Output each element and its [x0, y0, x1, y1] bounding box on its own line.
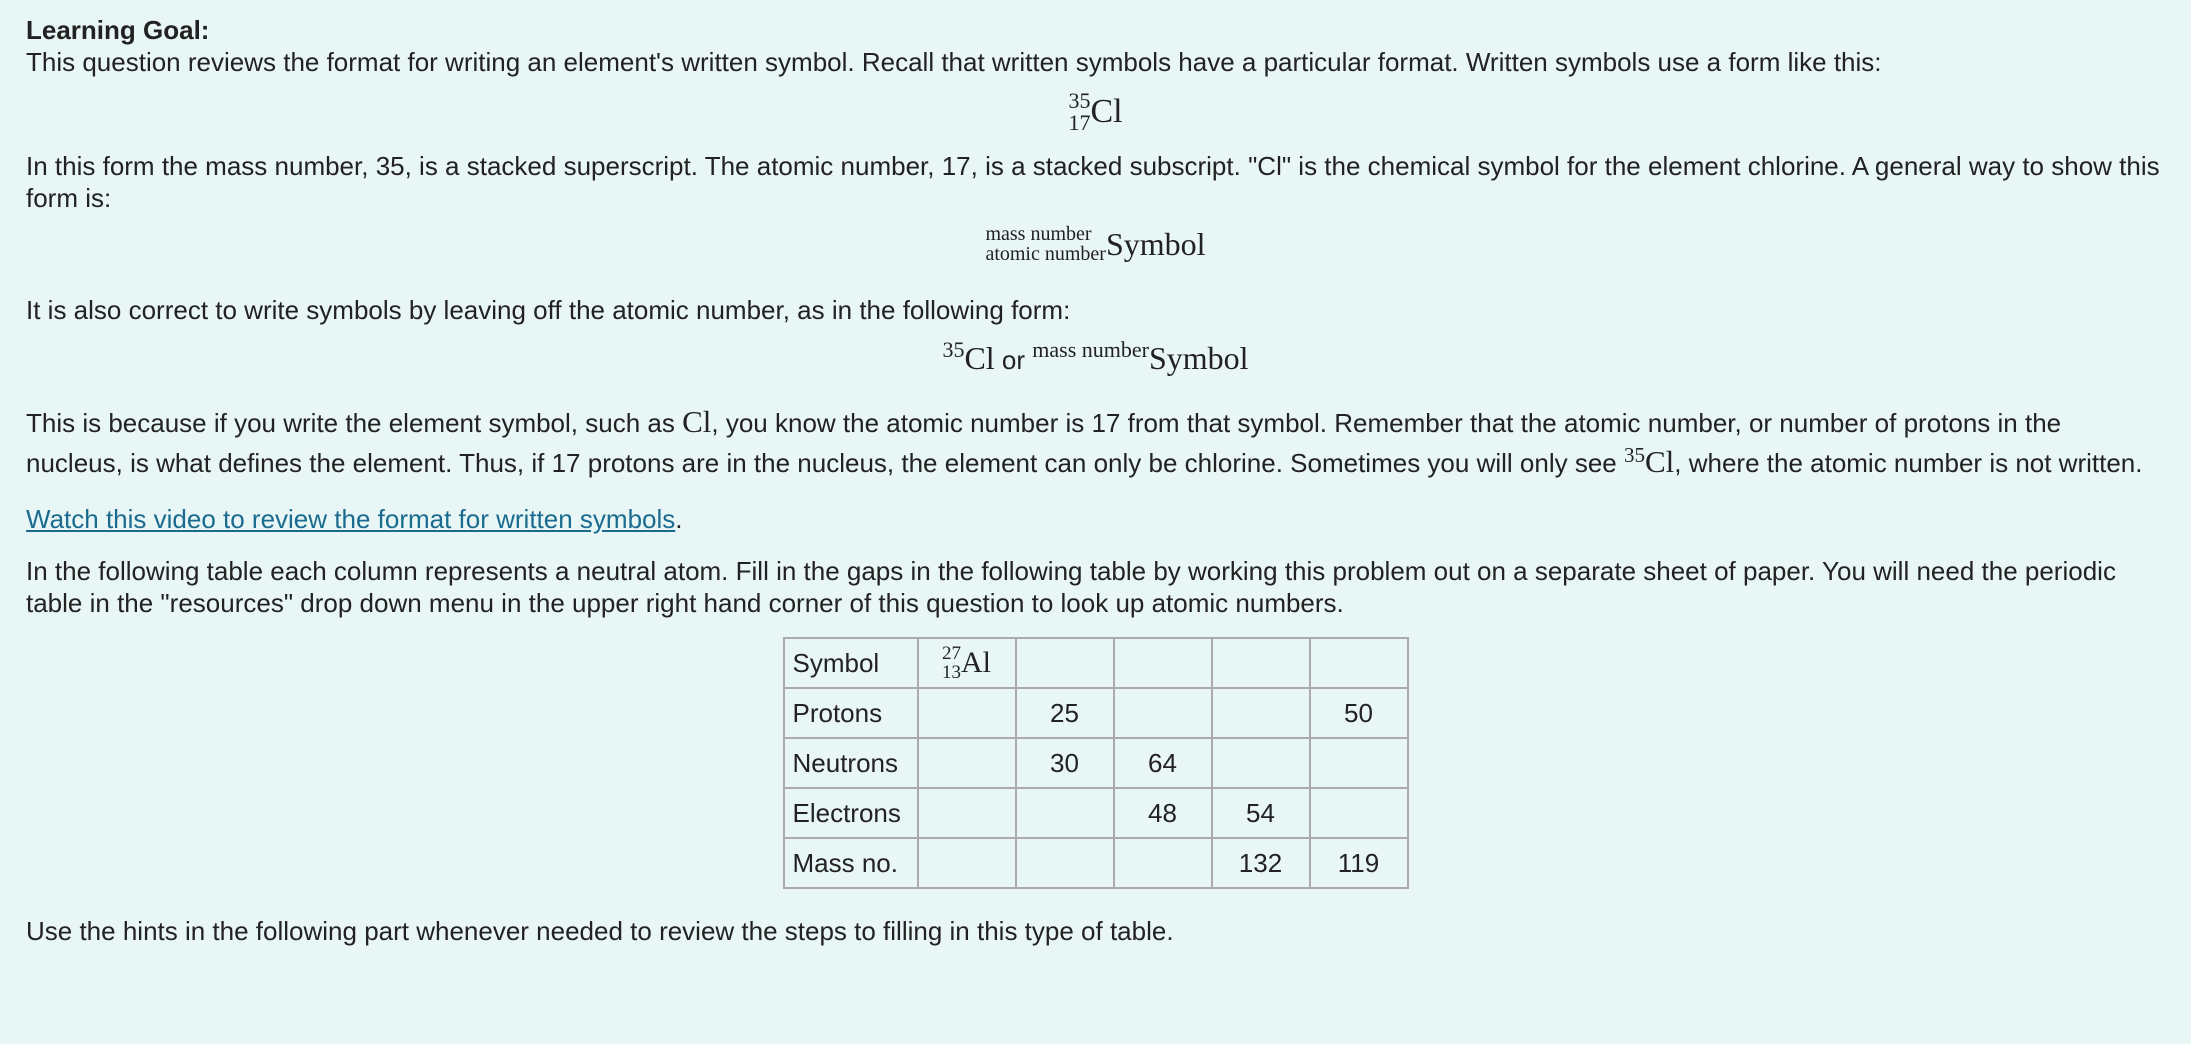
table-cell: 25	[1016, 688, 1114, 738]
atomic-number-explanation	[26, 406, 2165, 479]
table-cell: 119	[1310, 838, 1408, 888]
row-label: Protons	[784, 688, 918, 738]
video-link[interactable]: Watch this video to review the format for written symbols	[26, 504, 676, 534]
table-cell[interactable]	[918, 788, 1016, 838]
footer-hint: Use the hints in the following part whenever needed to review the steps to filling in this type of table.	[26, 916, 1174, 946]
table-cell: 30	[1016, 738, 1114, 788]
table-row	[784, 738, 1408, 788]
table-row	[784, 688, 1408, 738]
table-cell: 132	[1212, 838, 1310, 888]
text-part: , you know the atomic number is 17 from that symbol. Remember that the atomic number, or number of protons in the nucleus, is what defines the element. Thus, if 17 protons are in the nucleus, the element can only be chlorine. Sometimes you will only see	[26, 408, 2062, 478]
row-label: Electrons	[784, 788, 918, 838]
mass-number-label: mass number	[1032, 337, 1149, 362]
atomic-number-label: atomic number	[985, 243, 1106, 265]
general-form	[26, 224, 2165, 294]
symbol-label: Symbol	[1105, 226, 1206, 262]
text-part: , where the atomic number is not written.	[1674, 448, 2143, 478]
table-instructions: In the following table each column represents a neutral atom. Fill in the gaps in the following table by working this problem out on a separate sheet of paper. You will need the periodic table in the "resources" drop down menu in the upper right hand corner of this question to look up atomic numbers.	[26, 556, 2116, 618]
intro-text: This question reviews the format for writing an element's written symbol. Recall that written symbols have a particular format. Written symbols use a form like this:	[26, 47, 1882, 77]
row-label: Symbol	[784, 638, 918, 688]
table-cell[interactable]	[1212, 688, 1310, 738]
inline-symbol: Cl	[682, 404, 712, 439]
row-label: Neutrons	[784, 738, 918, 788]
learning-goal-title: Learning Goal:	[26, 15, 210, 45]
table-row	[784, 638, 1408, 688]
mass-number: 35	[1068, 88, 1091, 113]
table-cell: 50	[1310, 688, 1408, 738]
table-cell: 54	[1212, 788, 1310, 838]
mass-number: 35	[942, 337, 965, 362]
table-cell[interactable]	[918, 688, 1016, 738]
symbol-cell	[918, 638, 1016, 688]
element-symbol: Cl	[1090, 93, 1123, 130]
inline-mass: 35	[1623, 443, 1645, 467]
atomic-number: 17	[1068, 110, 1091, 135]
atom-table	[783, 637, 1409, 889]
example-symbol-cl	[26, 90, 2165, 150]
element-symbol: Al	[961, 646, 991, 679]
blank-cell[interactable]	[1310, 638, 1408, 688]
alt-form-text: It is also correct to write symbols by leaving off the atomic number, as in the following form:	[26, 295, 1071, 325]
mass-number-label: mass number	[985, 223, 1092, 245]
element-symbol: Cl	[964, 340, 995, 376]
table-cell[interactable]	[1114, 688, 1212, 738]
text-part: This is because if you write the element symbol, such as	[26, 408, 675, 438]
table-row	[784, 788, 1408, 838]
mass-number: 27	[942, 643, 961, 664]
table-cell[interactable]	[1212, 738, 1310, 788]
table-cell[interactable]	[1016, 838, 1114, 888]
table-cell[interactable]	[1310, 738, 1408, 788]
blank-cell[interactable]	[1016, 638, 1114, 688]
table-cell[interactable]	[918, 838, 1016, 888]
alt-form	[26, 334, 2165, 406]
table-cell[interactable]	[1016, 788, 1114, 838]
format-explanation: In this form the mass number, 35, is a stacked superscript. The atomic number, 17, is a stacked subscript. "Cl" is the chemical symbol for the element chlorine. A general way to show this form is:	[26, 151, 2160, 213]
symbol-label: Symbol	[1148, 340, 1249, 376]
row-label: Mass no.	[784, 838, 918, 888]
atomic-number: 13	[942, 662, 961, 683]
table-cell: 64	[1114, 738, 1212, 788]
table-cell[interactable]	[1310, 788, 1408, 838]
table-cell[interactable]	[918, 738, 1016, 788]
period: .	[675, 504, 683, 534]
blank-cell[interactable]	[1212, 638, 1310, 688]
table-row	[784, 838, 1408, 888]
table-cell[interactable]	[1114, 838, 1212, 888]
or-text: or	[1001, 345, 1026, 375]
inline-symbol: Cl	[1644, 444, 1675, 479]
table-cell: 48	[1114, 788, 1212, 838]
blank-cell[interactable]	[1114, 638, 1212, 688]
